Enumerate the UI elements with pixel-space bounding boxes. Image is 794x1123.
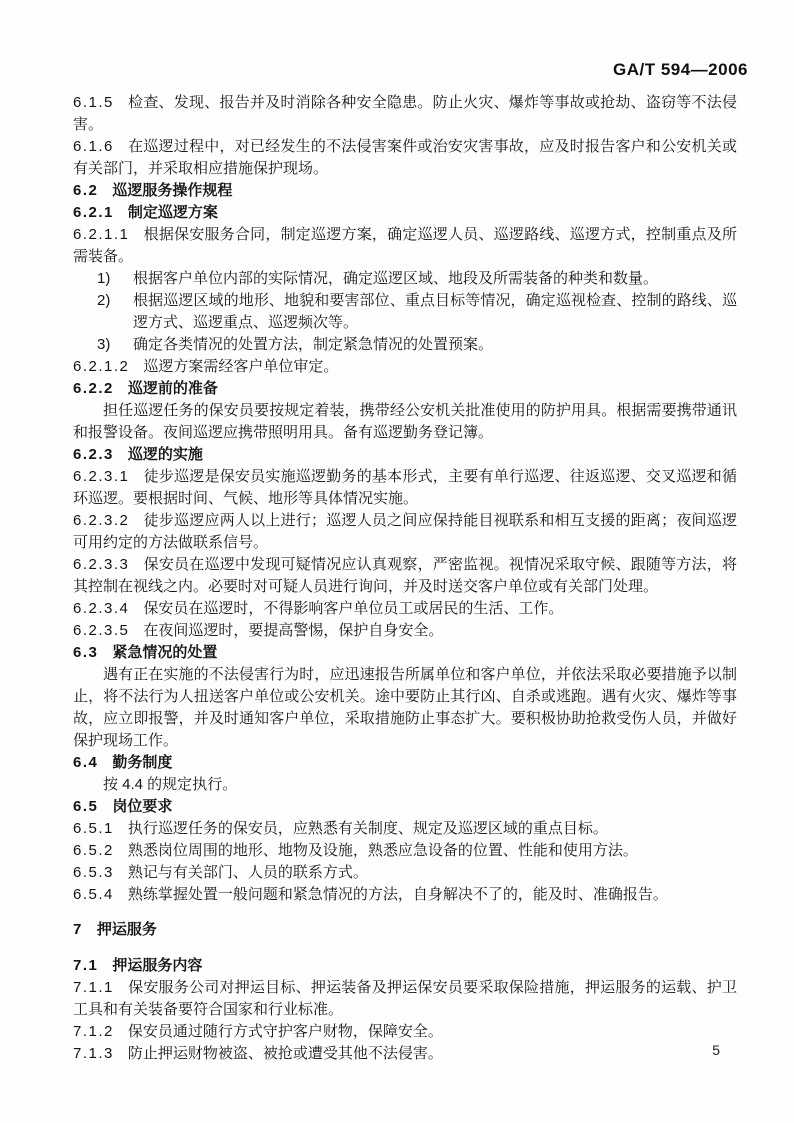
section-heading (73, 752, 737, 774)
clause-number: 6.2.1.1 (73, 226, 130, 243)
clause-text: 岗位要求 (112, 798, 173, 815)
clause-text: 制定巡逻方案 (127, 204, 218, 221)
clause-number: 6.2.1 (73, 204, 114, 221)
section-heading (73, 378, 737, 400)
clause-paragraph (73, 977, 737, 1021)
clause-text: 押运服务 (96, 921, 157, 938)
section-heading (73, 444, 737, 466)
clause-number: 6.2 (73, 182, 99, 199)
section-heading (73, 955, 737, 977)
clause-number: 7 (73, 921, 83, 938)
clause-paragraph (73, 136, 737, 180)
clause-number: 3) (97, 336, 111, 353)
clause-text: 根据客户单位内部的实际情况，确定巡逻区域、地段及所需装备的种类和数量。 (133, 270, 659, 287)
clause-number: 7.1 (73, 957, 99, 974)
clause-number: 7.1.3 (73, 1045, 114, 1062)
clause-text: 按 4.4 的规定执行。 (103, 776, 238, 793)
clause-number: 6.5 (73, 798, 99, 815)
standard-number-header: GA/T 594—2006 (612, 60, 748, 79)
clause-text: 确定各类情况的处置方法，制定紧急情况的处置预案。 (133, 336, 494, 353)
clause-number: 6.1.5 (73, 94, 114, 111)
clause-paragraph (73, 554, 737, 598)
clause-paragraph (73, 620, 737, 642)
clause-number: 6.1.6 (73, 138, 114, 155)
list-item (73, 334, 737, 356)
clause-text: 勤务制度 (112, 754, 173, 771)
clause-text: 保安员通过随行方式守护客户财物，保障安全。 (127, 1023, 443, 1040)
clause-text: 熟练掌握处置一般问题和紧急情况的方法，自身解决不了的，能及时、准确报告。 (127, 886, 668, 903)
clause-number: 7.1.1 (73, 979, 114, 996)
clause-text: 巡逻前的准备 (127, 380, 218, 397)
section-heading (73, 202, 737, 224)
clause-text: 执行巡逻任务的保安员，应熟悉有关制度、规定及巡逻区域的重点目标。 (127, 820, 608, 837)
clause-paragraph (73, 884, 737, 906)
list-item (73, 290, 737, 334)
clause-text: 巡逻服务操作规程 (112, 182, 233, 199)
section-heading (73, 796, 737, 818)
clause-paragraph (73, 818, 737, 840)
clause-number: 6.2.3.2 (73, 512, 130, 529)
clause-text: 担任巡逻任务的保安员要按规定着装，携带经公安机关批准使用的防护用具。根据需要携带通讯和报警设备。夜间巡逻应携带照明用具。备有巡逻勤务登记簿。 (73, 402, 737, 441)
clause-paragraph (73, 862, 737, 884)
clause-number: 6.2.1.2 (73, 358, 130, 375)
clause-number: 6.5.3 (73, 864, 114, 881)
clause-number: 6.5.4 (73, 886, 114, 903)
clause-number: 6.2.3.4 (73, 600, 130, 617)
clause-text: 根据保安服务合同，制定巡逻方案，确定巡逻人员、巡逻路线、巡逻方式，控制重点及所需装备。 (73, 226, 737, 265)
clause-text: 防止押运财物被盗、被抢或遭受其他不法侵害。 (127, 1045, 443, 1062)
clause-paragraph (73, 92, 737, 136)
clause-text: 根据巡逻区域的地形、地貌和要害部位、重点目标等情况，确定巡视检查、控制的路线、巡逻方式、巡逻重点、巡逻频次等。 (133, 292, 737, 331)
clause-number: 6.4 (73, 754, 99, 771)
clause-paragraph (73, 356, 737, 378)
clause-text: 熟记与有关部门、人员的联系方式。 (127, 864, 368, 881)
clause-text: 检查、发现、报告并及时消除各种安全隐患。防止火灾、爆炸等事故或抢劫、盗窃等不法侵害。 (73, 94, 737, 133)
clause-number: 2) (97, 292, 111, 309)
clause-text: 紧急情况的处置 (112, 644, 218, 661)
clause-number: 6.5.2 (73, 842, 114, 859)
clause-text: 在夜间巡逻时，要提高警惕，保护自身安全。 (143, 622, 444, 639)
clause-number: 6.2.3 (73, 446, 114, 463)
clause-text: 巡逻方案需经客户单位审定。 (143, 358, 339, 375)
clause-paragraph (73, 224, 737, 268)
clause-paragraph (73, 840, 737, 862)
clause-text: 巡逻的实施 (127, 446, 203, 463)
page-number: 5 (712, 1042, 720, 1058)
clause-paragraph (73, 1043, 737, 1065)
clause-text: 押运服务内容 (112, 957, 203, 974)
clause-paragraph (73, 466, 737, 510)
clause-paragraph (73, 598, 737, 620)
clause-number: 1) (97, 270, 111, 287)
body-paragraph (73, 774, 737, 796)
clause-number: 6.2.3.5 (73, 622, 130, 639)
clause-number: 7.1.2 (73, 1023, 114, 1040)
clause-text: 保安员在巡逻中发现可疑情况应认真观察，严密监视。视情况采取守候、跟随等方法，将其控制在视线之内。必要时对可疑人员进行询问，并及时送交客户单位或有关部门处理。 (73, 556, 737, 595)
chapter-heading (73, 919, 737, 941)
clause-text: 遇有正在实施的不法侵害行为时，应迅速报告所属单位和客户单位，并依法采取必要措施予以制止，将不法行为人扭送客户单位或公安机关。途中要防止其行凶、自杀或逃跑。遇有火灾、爆炸等事故，应立即报警，并及时通知客户单位，采取措施防止事态扩大。要积极协助抢救受伤人员，并做好保护现场工作。 (73, 666, 737, 749)
clause-text: 保安服务公司对押运目标、押运装备及押运保安员要采取保险措施，押运服务的运载、护卫工具和有关装备要符合国家和行业标准。 (73, 979, 737, 1018)
body-paragraph (73, 664, 737, 752)
body-paragraph (73, 400, 737, 444)
section-heading (73, 642, 737, 664)
clause-text: 保安员在巡逻时，不得影响客户单位员工或居民的生活、工作。 (143, 600, 564, 617)
clause-number: 6.2.3.3 (73, 556, 130, 573)
clause-text: 徒步巡逻是保安员实施巡逻勤务的基本形式，主要有单行巡逻、往返巡逻、交叉巡逻和循环巡逻。要根据时间、气候、地形等具体情况实施。 (73, 468, 737, 507)
clause-paragraph (73, 510, 737, 554)
document-body (73, 92, 737, 1065)
clause-paragraph (73, 1021, 737, 1043)
section-heading (73, 180, 737, 202)
clause-text: 徒步巡逻应两人以上进行；巡逻人员之间应保持能目视联系和相互支援的距离；夜间巡逻可用约定的方法做联系信号。 (73, 512, 737, 551)
clause-text: 在巡逻过程中，对已经发生的不法侵害案件或治安灾害事故，应及时报告客户和公安机关或有关部门，并采取相应措施保护现场。 (73, 138, 737, 177)
clause-text: 熟悉岗位周围的地形、地物及设施，熟悉应急设备的位置、性能和使用方法。 (127, 842, 638, 859)
clause-number: 6.2.2 (73, 380, 114, 397)
clause-number: 6.5.1 (73, 820, 114, 837)
clause-number: 6.2.3.1 (73, 468, 130, 485)
clause-number: 6.3 (73, 644, 99, 661)
list-item (73, 268, 737, 290)
